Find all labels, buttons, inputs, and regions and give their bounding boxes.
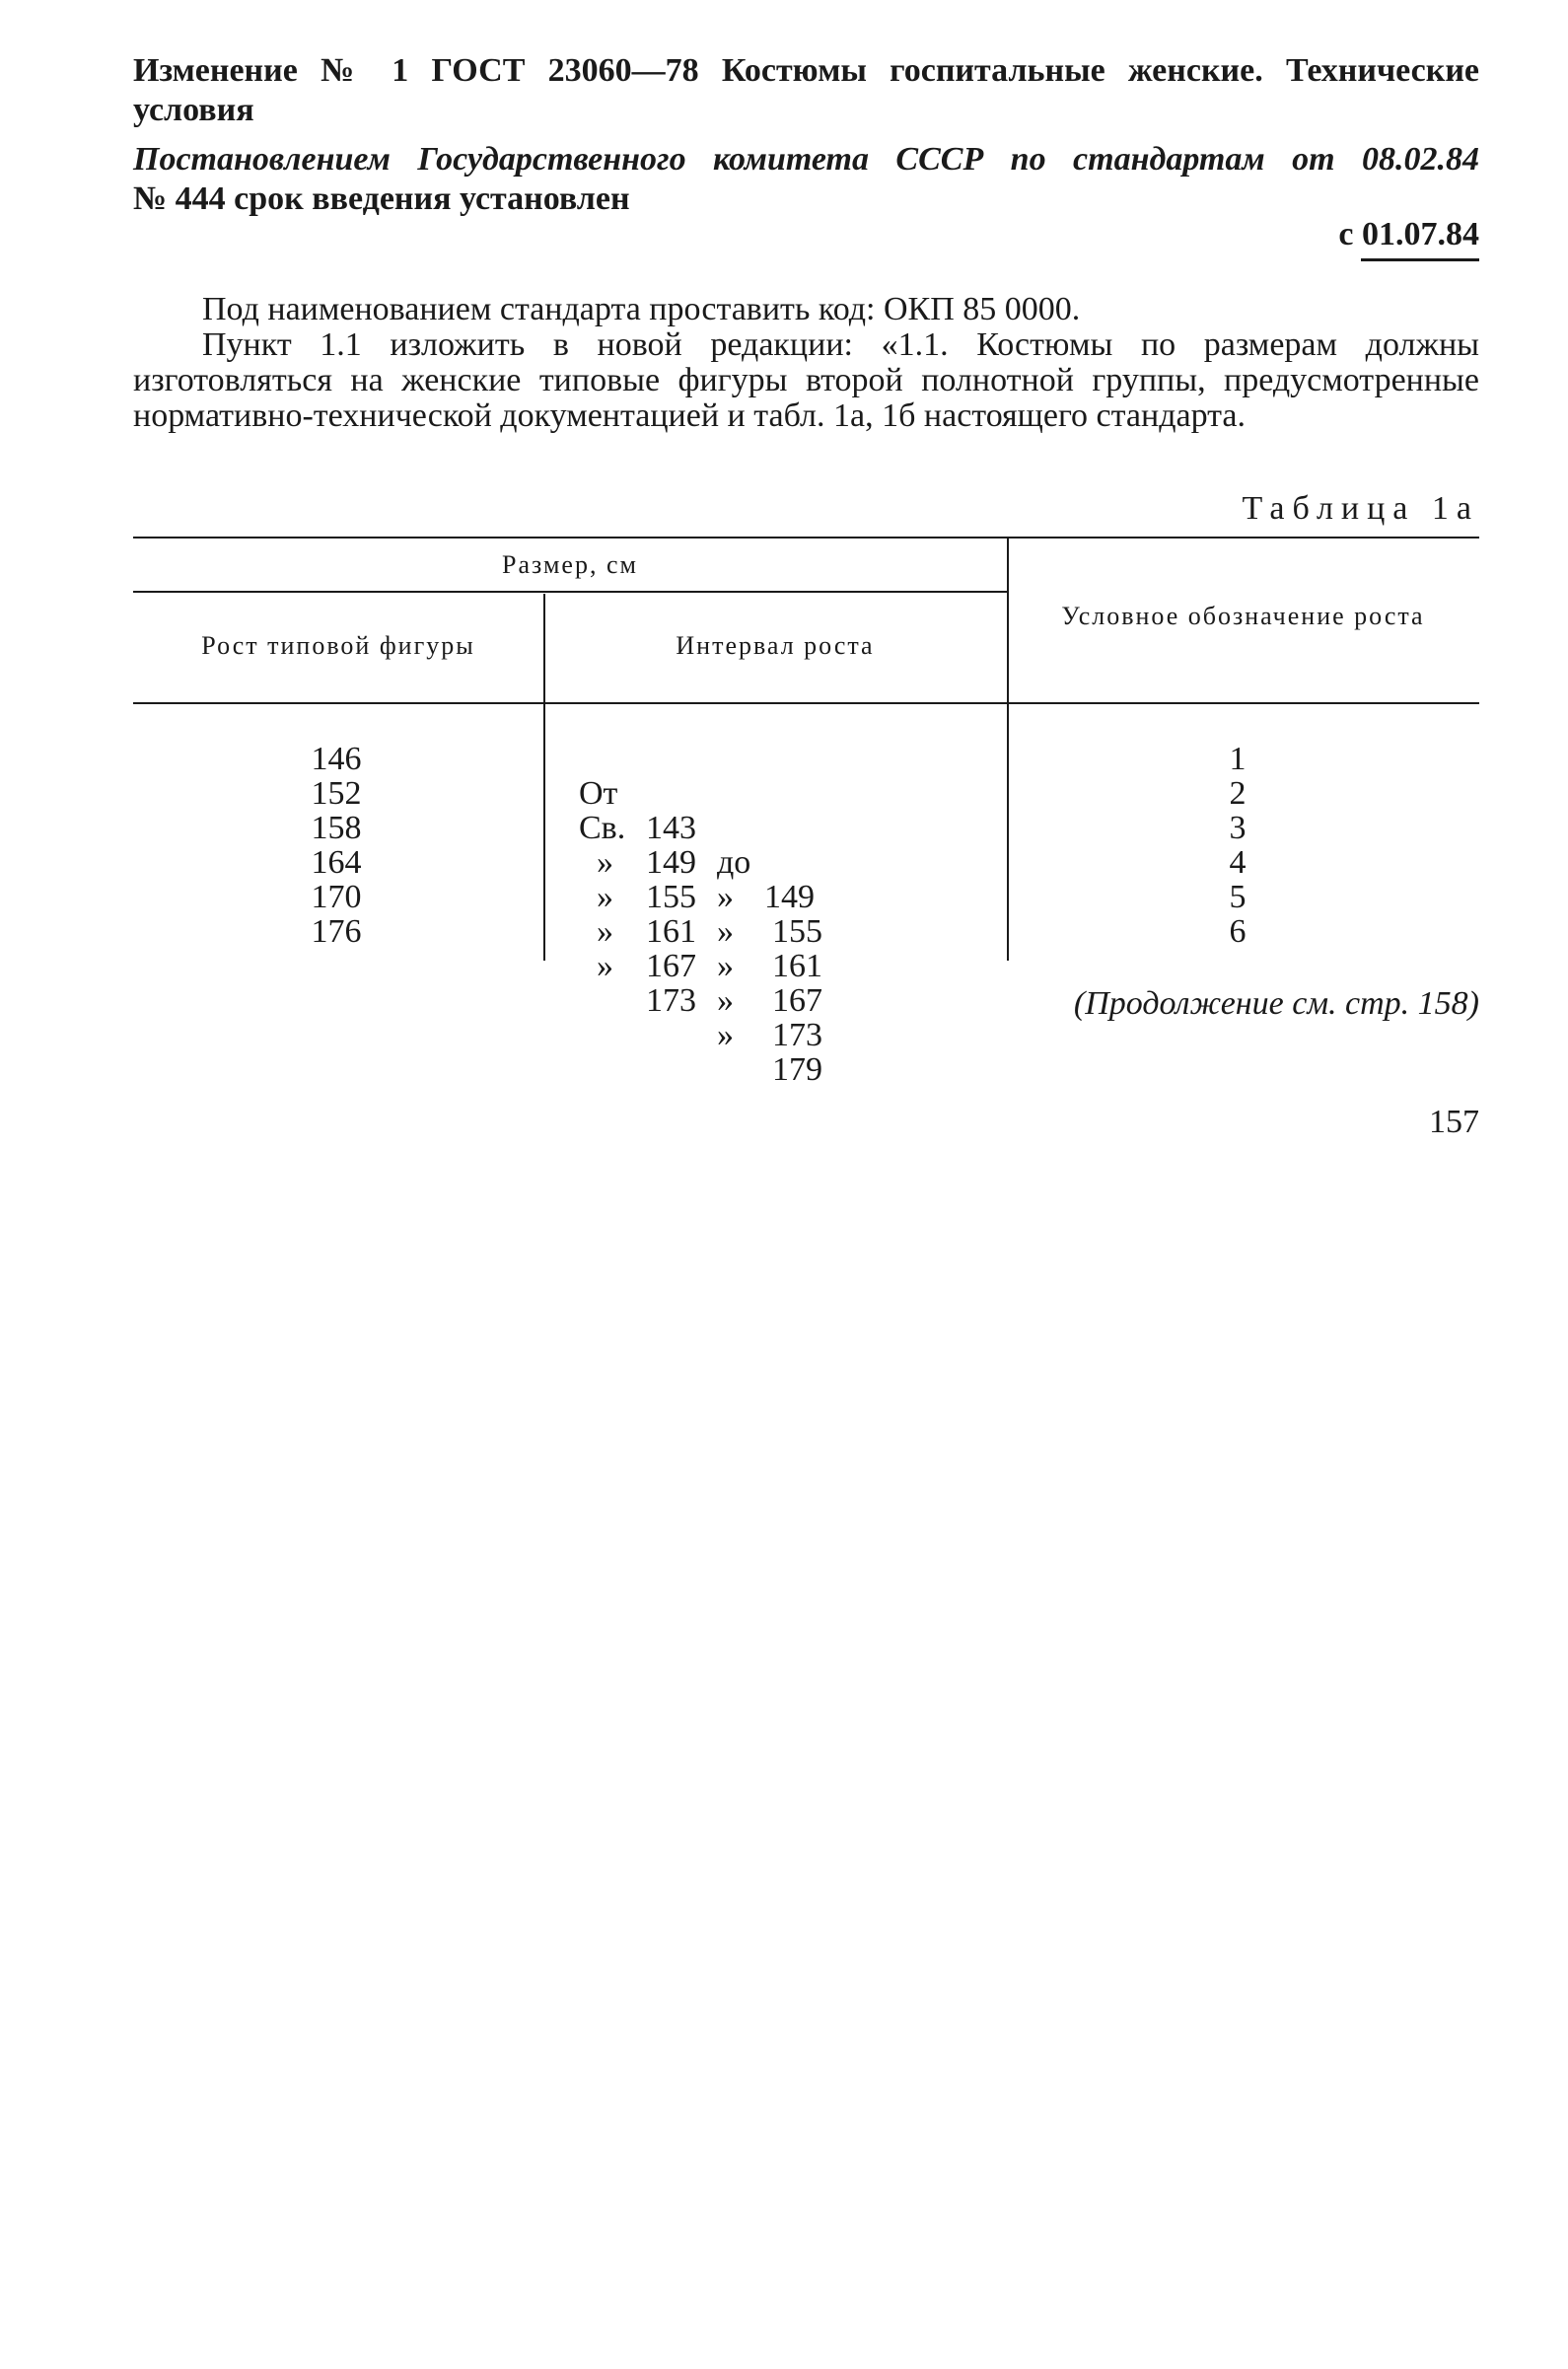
- interval-prefix: Св.: [579, 810, 626, 846]
- interval-to: 161: [772, 948, 822, 984]
- decree-statement: Постановлением Государственного комитета СССР по стандартам от 08.02.84: [133, 141, 1479, 178]
- interval-prefix: »: [597, 948, 613, 984]
- table-cell-height: 164: [311, 844, 362, 881]
- table-header-code: Условное обозначение роста: [1061, 602, 1425, 630]
- effective-date-underline: [1361, 258, 1479, 261]
- table-cell-code: 4: [1229, 844, 1247, 881]
- interval-joiner: »: [717, 913, 734, 950]
- table-cell-height: 146: [311, 741, 362, 777]
- table-cell-height: 176: [311, 913, 362, 950]
- table-top-rule: [133, 537, 1479, 538]
- continuation-note: (Продолжение см. стр. 158): [1073, 985, 1479, 1022]
- table-group-rule: [133, 591, 1007, 593]
- interval-to: 173: [772, 1017, 822, 1053]
- paragraph-clause-1-1: Пункт 1.1 изложить в новой редакции: «1.1. Костюмы по размерам должны изготовляться на женские типовые фигуры второй полнотной группы, предусмотренные нормативно-технической документацией и табл. 1а, 1б настоящего стандарта.: [133, 326, 1479, 434]
- interval-from: 155: [646, 879, 696, 915]
- interval-to: 149: [764, 879, 815, 915]
- column-height: [133, 742, 539, 949]
- interval-joiner: »: [717, 982, 734, 1019]
- table-cell-height: 170: [311, 879, 362, 915]
- effective-date: с 01.07.84: [1338, 216, 1479, 252]
- table-header-height: Рост типовой фигуры: [201, 631, 475, 660]
- interval-from: 143: [646, 810, 696, 846]
- interval-to: 155: [772, 913, 822, 950]
- table-cell-height: 152: [311, 775, 362, 812]
- table-cell-code: 3: [1229, 810, 1247, 846]
- interval-prefix: »: [597, 913, 613, 950]
- document-page: [133, 0, 1479, 2369]
- table-cell-code: 6: [1229, 913, 1247, 950]
- interval-to: 179: [772, 1051, 822, 1088]
- column-code: [1001, 742, 1474, 949]
- interval-from: 161: [646, 913, 696, 950]
- interval-joiner: »: [717, 879, 734, 915]
- interval-from: 167: [646, 948, 696, 984]
- interval-prefix: »: [597, 879, 613, 915]
- interval-prefix: От: [579, 775, 618, 812]
- interval-joiner: до: [717, 844, 751, 881]
- table-header-interval: Интервал роста: [676, 631, 875, 660]
- interval-from: 173: [646, 982, 696, 1019]
- document-title-continuation: условия: [133, 92, 254, 128]
- column-interval: [579, 742, 825, 1088]
- interval-joiner: »: [717, 948, 734, 984]
- document-title: Изменение № 1 ГОСТ 23060—78 Костюмы госпитальные женские. Технические: [133, 52, 1479, 89]
- interval-joiner: »: [717, 1017, 734, 1053]
- interval-to: 167: [772, 982, 822, 1019]
- table-cell-code: 2: [1229, 775, 1247, 812]
- interval-from: 149: [646, 844, 696, 881]
- paragraph-okp-code: Под наименованием стандарта проставить код: ОКП 85 0000.: [202, 291, 1081, 327]
- table-cell-code: 1: [1229, 741, 1247, 777]
- page-number: 157: [1429, 1104, 1479, 1140]
- table-cell-code: 5: [1229, 879, 1247, 915]
- decree-statement-continuation: № 444 срок введения установлен: [133, 180, 630, 217]
- table-header-rule: [133, 702, 1479, 704]
- table-group-header: Размер, см: [502, 550, 638, 579]
- interval-prefix: »: [597, 844, 613, 881]
- table-caption: Таблица 1а: [1242, 490, 1479, 527]
- table-cell-height: 158: [311, 810, 362, 846]
